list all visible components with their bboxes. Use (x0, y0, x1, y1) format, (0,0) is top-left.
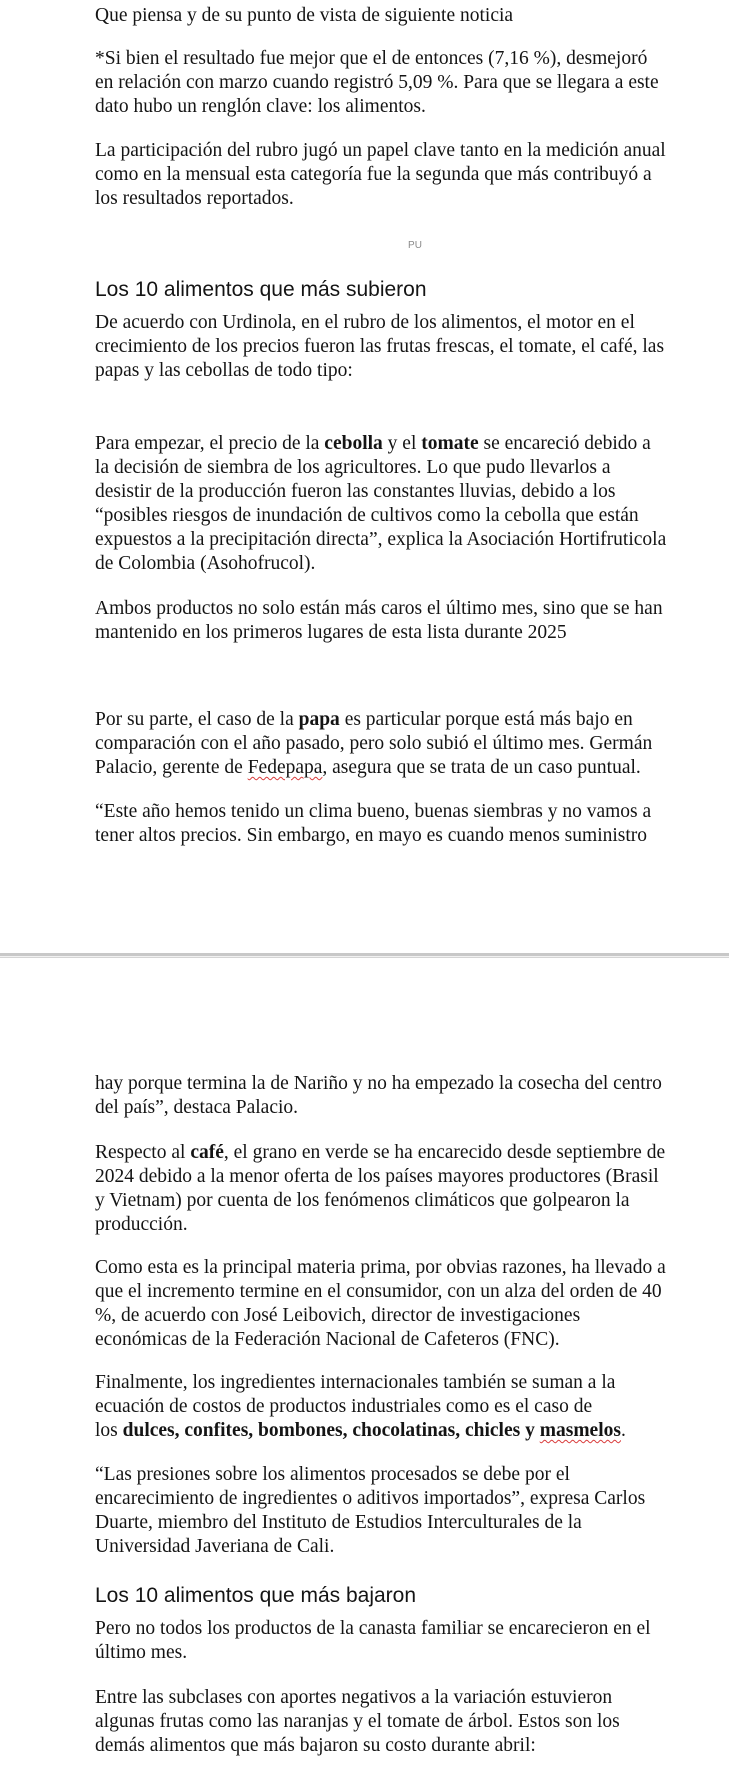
paragraph-line (95, 1419, 729, 1443)
paragraph-line: crecimiento de los precios fueron las frutas frescas, el tomate, el café, las (95, 336, 665, 357)
text-run: . (620, 1420, 626, 1441)
paragraph-line: la decisión de siembra de los agricultores. Lo que pudo llevarlos a (95, 457, 611, 478)
paragraph-line: en relación con marzo cuando registró 5,09 %. Para que se llegara a este (95, 72, 659, 93)
paragraph-line: y Vietnam) por cuenta de los fenómenos climáticos que golpearon la (95, 1190, 630, 1211)
intro-text: Que piensa y de su punto de vista de siguiente noticia (95, 5, 514, 26)
paragraph-line: Pero no todos los productos de la canasta familiar se encarecieron en el (95, 1618, 651, 1639)
paragraph-line: comparación con el año pasado, pero solo subió el último mes. Germán (95, 733, 653, 754)
bold-term-coffee: café (190, 1142, 224, 1163)
paragraph-line: Universidad Javeriana de Cali. (95, 1536, 335, 1557)
paragraph-line: Duarte, miembro del Instituto de Estudios Interculturales de la (95, 1512, 582, 1533)
paragraph-line: papas y las cebollas de todo tipo: (95, 360, 353, 381)
paragraph-line (95, 756, 729, 780)
paragraph-line: expuestos a la precipitación directa”, explica la Asociación Hortifruticola (95, 529, 667, 550)
paragraph-line: La participación del rubro jugó un papel clave tanto en la medición anual (95, 140, 666, 161)
text-run: Por su parte, el caso de la (95, 709, 299, 730)
text-run: Respecto al (95, 1142, 191, 1163)
paragraph-quote-continued (95, 1072, 729, 1120)
paragraph-line: mantenido en los primeros lugares de esta lista durante 2025 (95, 622, 567, 643)
paragraph-line: demás alimentos que más bajaron su costo durante abril: (95, 1735, 536, 1756)
paragraph-line: hay porque termina la de Nariño y no ha empezado la cosecha del centro (95, 1073, 662, 1094)
paragraph-quote-palacio (95, 800, 729, 848)
text-run: Para empezar, el precio de la (95, 433, 325, 454)
paragraph-line: “posibles riesgos de inundación de cultivos como la cebolla que están (95, 505, 639, 526)
paragraph-line: último mes. (95, 1642, 188, 1663)
paragraph-line: ecuación de costos de productos industriales como es el caso de (95, 1396, 593, 1417)
paragraph-coffee (95, 1141, 729, 1237)
spellcheck-word-fedepapa[interactable]: Fedepapa (247, 757, 323, 778)
paragraph-international-ingredients (95, 1371, 729, 1443)
paragraph-participation (95, 139, 729, 211)
paragraph-line: los resultados reportados. (95, 188, 294, 209)
spellcheck-word-masmelos[interactable]: masmelos (539, 1420, 621, 1441)
paragraph-line: desistir de la producción fueron las constantes lluvias, debido a los (95, 481, 616, 502)
paragraph-line: económicas de la Federación Nacional de Cafeteros (FNC). (95, 1329, 560, 1350)
paragraph-quote-duarte (95, 1463, 729, 1559)
paragraph-line: Entre las subclases con aportes negativos a la variación estuvieron (95, 1687, 613, 1708)
text-run: , asegura que se trata de un caso puntual. (322, 757, 641, 778)
ad-marker: PU (408, 240, 422, 251)
paragraph-line (95, 1141, 729, 1165)
paragraph-result (95, 47, 729, 119)
bold-term-tomato: tomate (421, 433, 479, 454)
paragraph-line (95, 432, 729, 456)
bold-term-potato: papa (298, 709, 340, 730)
paragraph-line: Ambos productos no solo están más caros el último mes, sino que se han (95, 598, 663, 619)
bold-term-sweets: dulces, confites, bombones, chocolatinas, chicles y (122, 1420, 540, 1441)
text-run: Palacio, gerente de (95, 757, 248, 778)
paragraph-potato (95, 708, 729, 780)
paragraph-line: “Este año hemos tenido un clima bueno, buenas siembras y no vamos a (95, 801, 652, 822)
bold-term-onion: cebolla (324, 433, 383, 454)
heading-foods-down: Los 10 alimentos que más bajaron (95, 1584, 417, 1607)
paragraph-line: “Las presiones sobre los alimentos procesados se debe por el (95, 1464, 570, 1485)
paragraph-line: que el incremento termine en el consumidor, con un alza del orden de 40 (95, 1281, 662, 1302)
paragraph-line: De acuerdo con Urdinola, en el rubro de los alimentos, el motor en el (95, 312, 635, 333)
text-run: y el (382, 433, 422, 454)
paragraph-line: dato hubo un renglón clave: los alimentos. (95, 96, 426, 117)
paragraph-not-all (95, 1617, 729, 1665)
paragraph-raw-material (95, 1256, 729, 1352)
paragraph-line: Finalmente, los ingredientes internacionales también se suman a la (95, 1372, 616, 1393)
paragraph-onion-tomato (95, 432, 729, 576)
paragraph-line: tener altos precios. Sin embargo, en mayo es cuando menos suministro (95, 825, 648, 846)
paragraph-line: de Colombia (Asohofrucol). (95, 553, 316, 574)
text-run: es particular porque está más bajo en (339, 709, 633, 730)
text-run: se encareció debido a (478, 433, 651, 454)
paragraph-line: algunas frutas como las naranjas y el tomate de árbol. Estos son los (95, 1711, 620, 1732)
paragraph-line: encarecimiento de ingredientes o aditivos importados”, expresa Carlos (95, 1488, 646, 1509)
paragraph-line: del país”, destaca Palacio. (95, 1097, 299, 1118)
paragraph-line: *Si bien el resultado fue mejor que el de entonces (7,16 %), desmejoró (95, 48, 648, 69)
paragraph-line (95, 708, 729, 732)
intro-line (95, 4, 729, 28)
paragraph-urdinola (95, 311, 729, 383)
paragraph-line: Como esta es la principal materia prima, por obvias razones, ha llevado a (95, 1257, 666, 1278)
paragraph-line: %, de acuerdo con José Leibovich, director de investigaciones (95, 1305, 581, 1326)
text-run: los (95, 1420, 123, 1441)
paragraph-line: 2024 debido a la menor oferta de los países mayores productores (Brasil (95, 1166, 659, 1187)
text-run: , el grano en verde se ha encarecido desde septiembre de (223, 1142, 666, 1163)
paragraph-subclasses (95, 1686, 729, 1758)
heading-foods-up: Los 10 alimentos que más subieron (95, 278, 427, 301)
paragraph-line: como en la mensual esta categoría fue la segunda que más contribuyó a (95, 164, 652, 185)
paragraph-both-products (95, 597, 729, 645)
paragraph-line: producción. (95, 1214, 188, 1235)
